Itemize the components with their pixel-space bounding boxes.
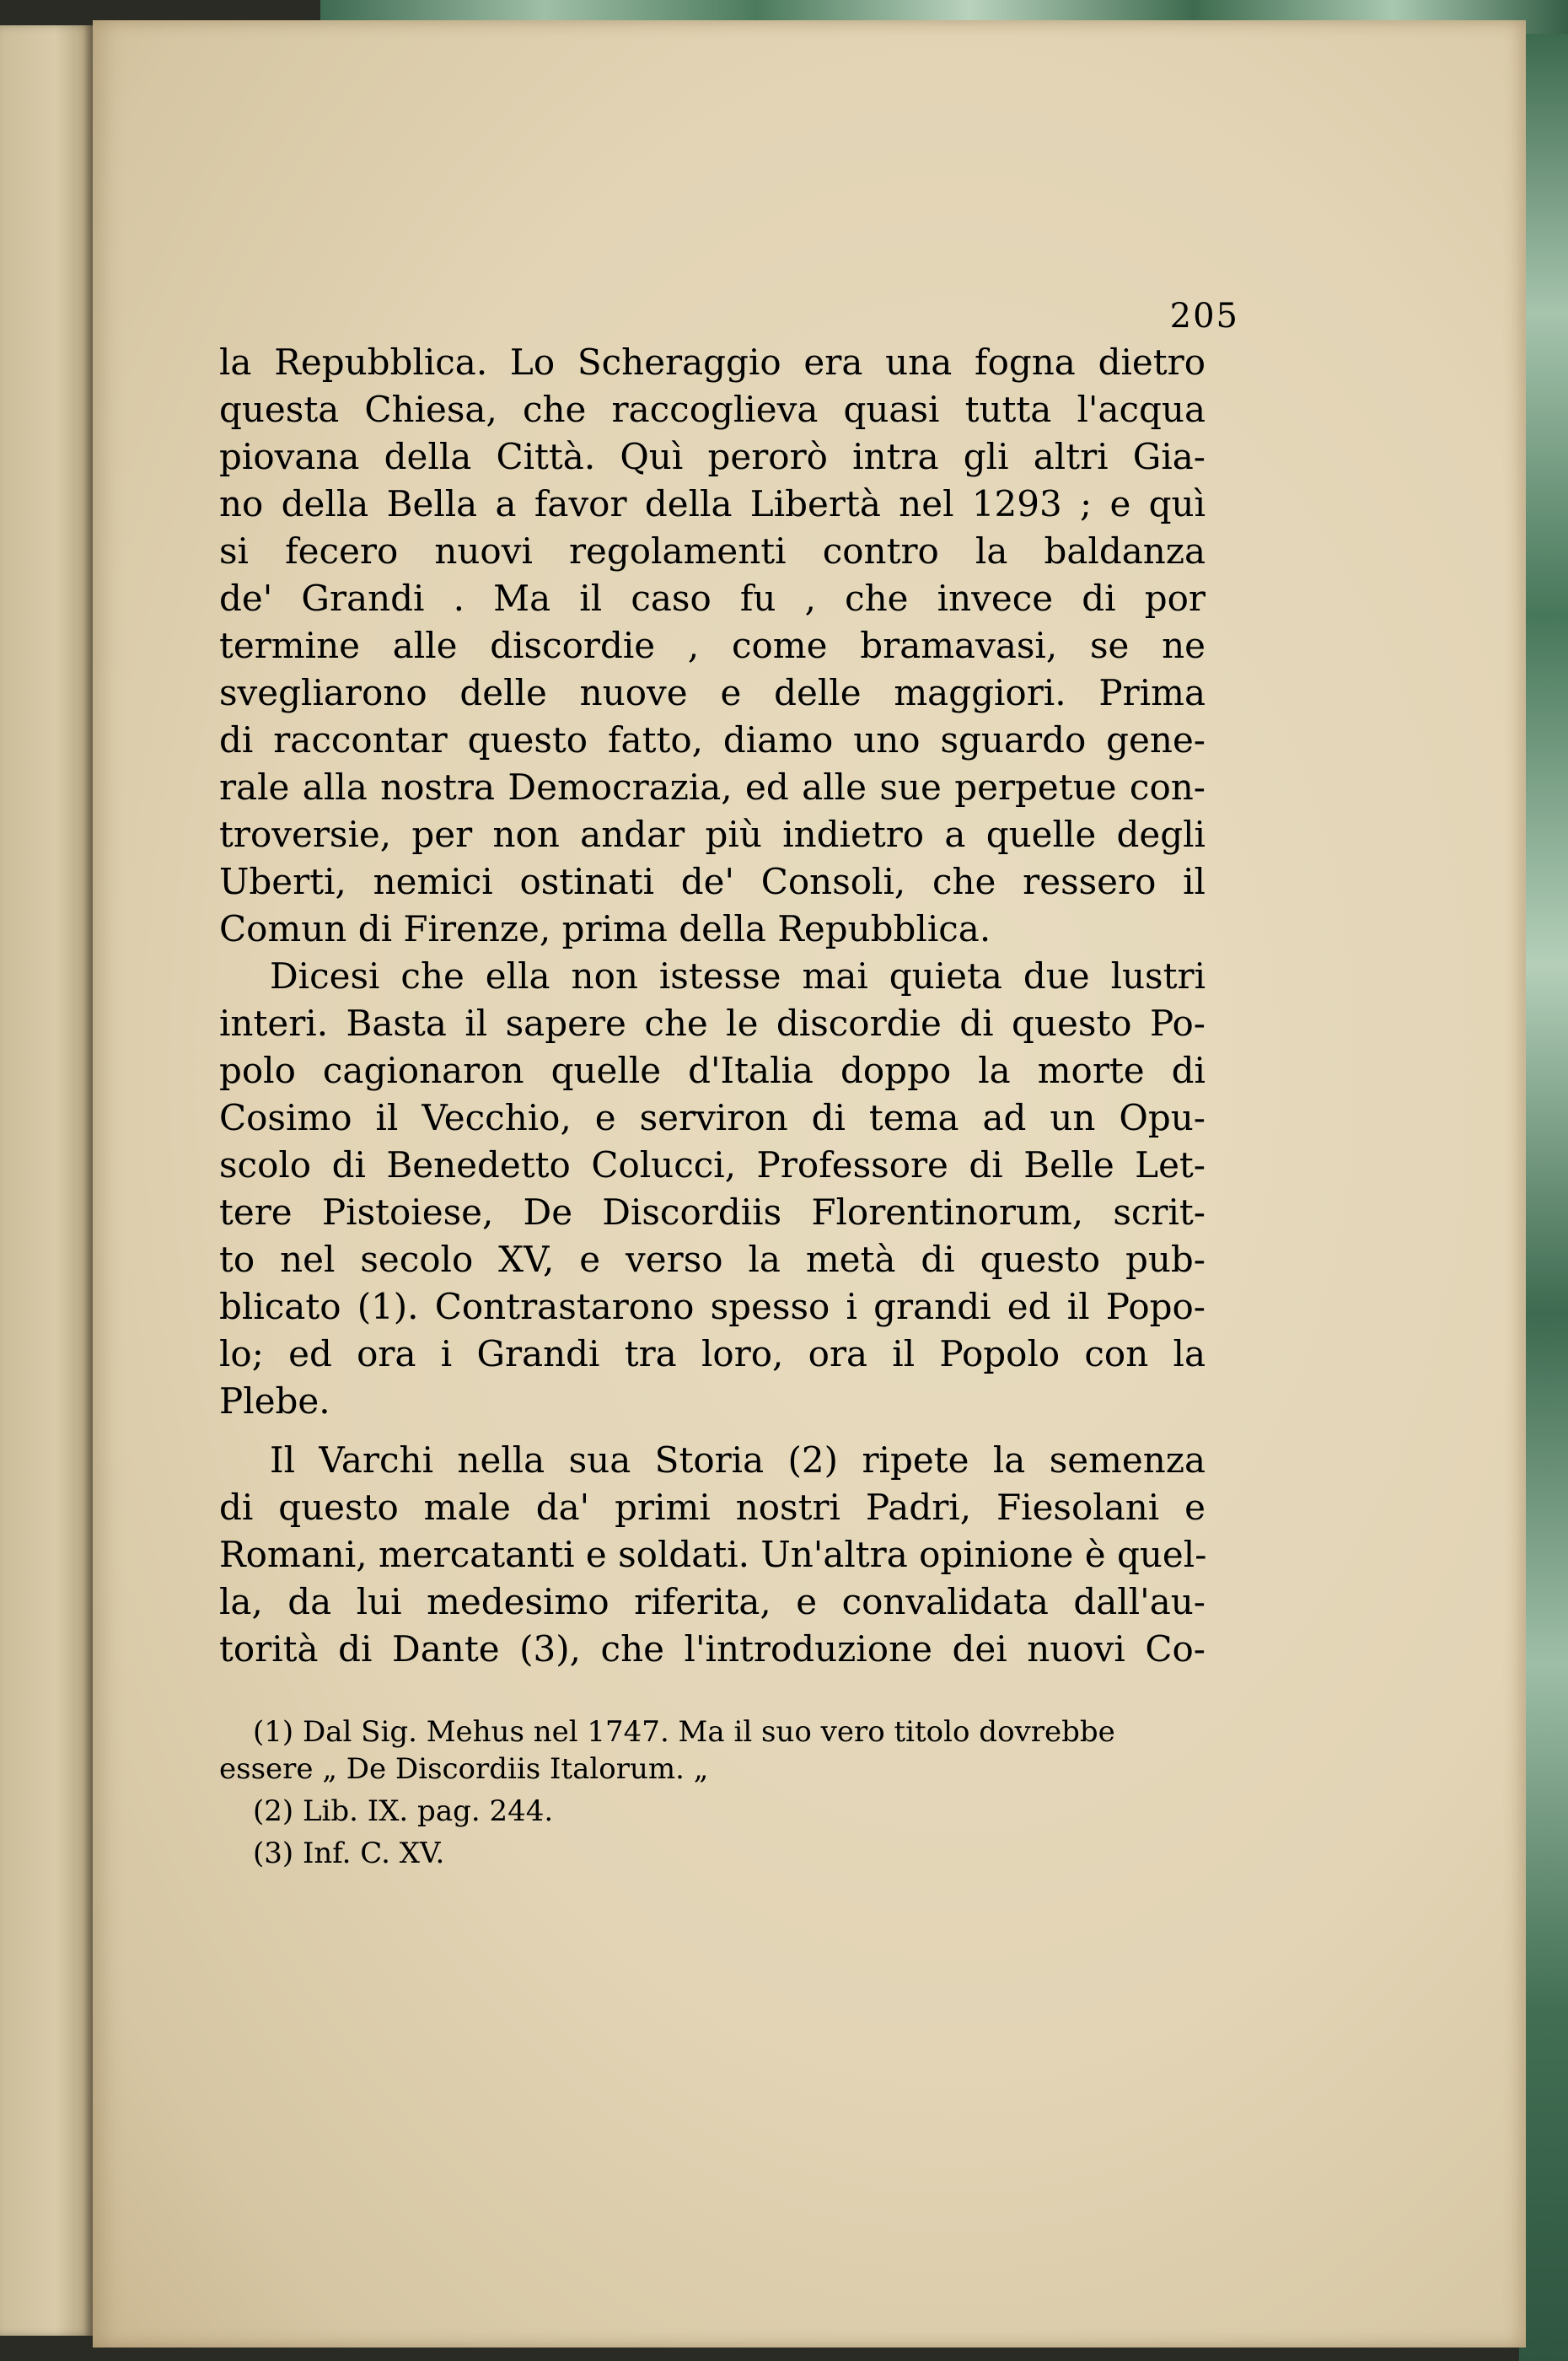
text-line: polo cagionaron quelle d'Italia doppo la morte di — [219, 1050, 1206, 1091]
text-line: si fecero nuovi regolamenti contro la baldanza — [219, 530, 1206, 572]
footnote: essere „ De Discordiis Italorum. „ — [219, 1752, 709, 1786]
text-line: to nel secolo XV, e verso la metà di questo pub- — [219, 1239, 1206, 1280]
text-line: Il Varchi nella sua Storia (2) ripete la semenza — [270, 1439, 1206, 1481]
text-line: blicato (1). Contrastarono spesso i grandi ed il Popo- — [219, 1286, 1206, 1327]
text-line: la Repubblica. Lo Scheraggio era una fogna dietro — [219, 342, 1206, 383]
text-line: scolo di Benedetto Colucci, Professore di Belle Let- — [219, 1144, 1206, 1186]
text-line: rale alla nostra Democrazia, ed alle sue perpetue con- — [219, 766, 1206, 808]
text-line: la, da lui medesimo riferita, e convalidata dall'au- — [219, 1581, 1206, 1622]
text-line: di questo male da' primi nostri Padri, Fiesolani e — [219, 1487, 1206, 1528]
marbled-endpaper-right — [1519, 34, 1568, 2361]
text-line: torità di Dante (3), che l'introduzione dei nuovi Co- — [219, 1628, 1206, 1670]
text-line: Cosimo il Vecchio, e serviron di tema ad un Opu- — [219, 1097, 1206, 1138]
text-line: termine alle discordie , come bramavasi, se ne — [219, 625, 1206, 666]
text-line: Romani, mercatanti e soldati. Un'altra opinione è quel- — [219, 1534, 1207, 1575]
text-line: svegliarono delle nuove e delle maggiori. Prima — [219, 672, 1206, 713]
text-line: di raccontar questo fatto, diamo uno sguardo gene- — [219, 719, 1206, 761]
text-line: Plebe. — [219, 1380, 330, 1422]
footnote: (2) Lib. IX. pag. 244. — [253, 1794, 554, 1828]
text-line: de' Grandi . Ma il caso fu , che invece di por — [219, 578, 1206, 619]
text-line: Dicesi che ella non istesse mai quieta due lustri — [270, 955, 1206, 997]
footnote: (3) Inf. C. XV. — [253, 1837, 445, 1870]
text-line: Comun di Firenze, prima della Repubblica. — [219, 908, 991, 949]
text-line: tere Pistoiese, De Discordiis Florentinorum, scrit- — [219, 1191, 1206, 1233]
text-line: troversie, per non andar più indietro a quelle degli — [219, 814, 1206, 855]
text-line: lo; ed ora i Grandi tra loro, ora il Popolo con la — [219, 1333, 1206, 1374]
facing-page-edge — [0, 25, 93, 2336]
text-line: interi. Basta il sapere che le discordie di questo Po- — [219, 1003, 1206, 1044]
book-page — [93, 20, 1526, 2348]
page-number: 205 — [1169, 297, 1239, 336]
text-line: piovana della Città. Quì perorò intra gli altri Gia- — [219, 436, 1206, 477]
text-line: Uberti, nemici ostinati de' Consoli, che ressero il — [219, 861, 1206, 902]
text-line: no della Bella a favor della Libertà nel 1293 ; e quì — [219, 483, 1206, 524]
text-line: questa Chiesa, che raccoglieva quasi tutta l'acqua — [219, 389, 1206, 430]
footnote: (1) Dal Sig. Mehus nel 1747. Ma il suo vero titolo dovrebbe — [253, 1715, 1115, 1749]
